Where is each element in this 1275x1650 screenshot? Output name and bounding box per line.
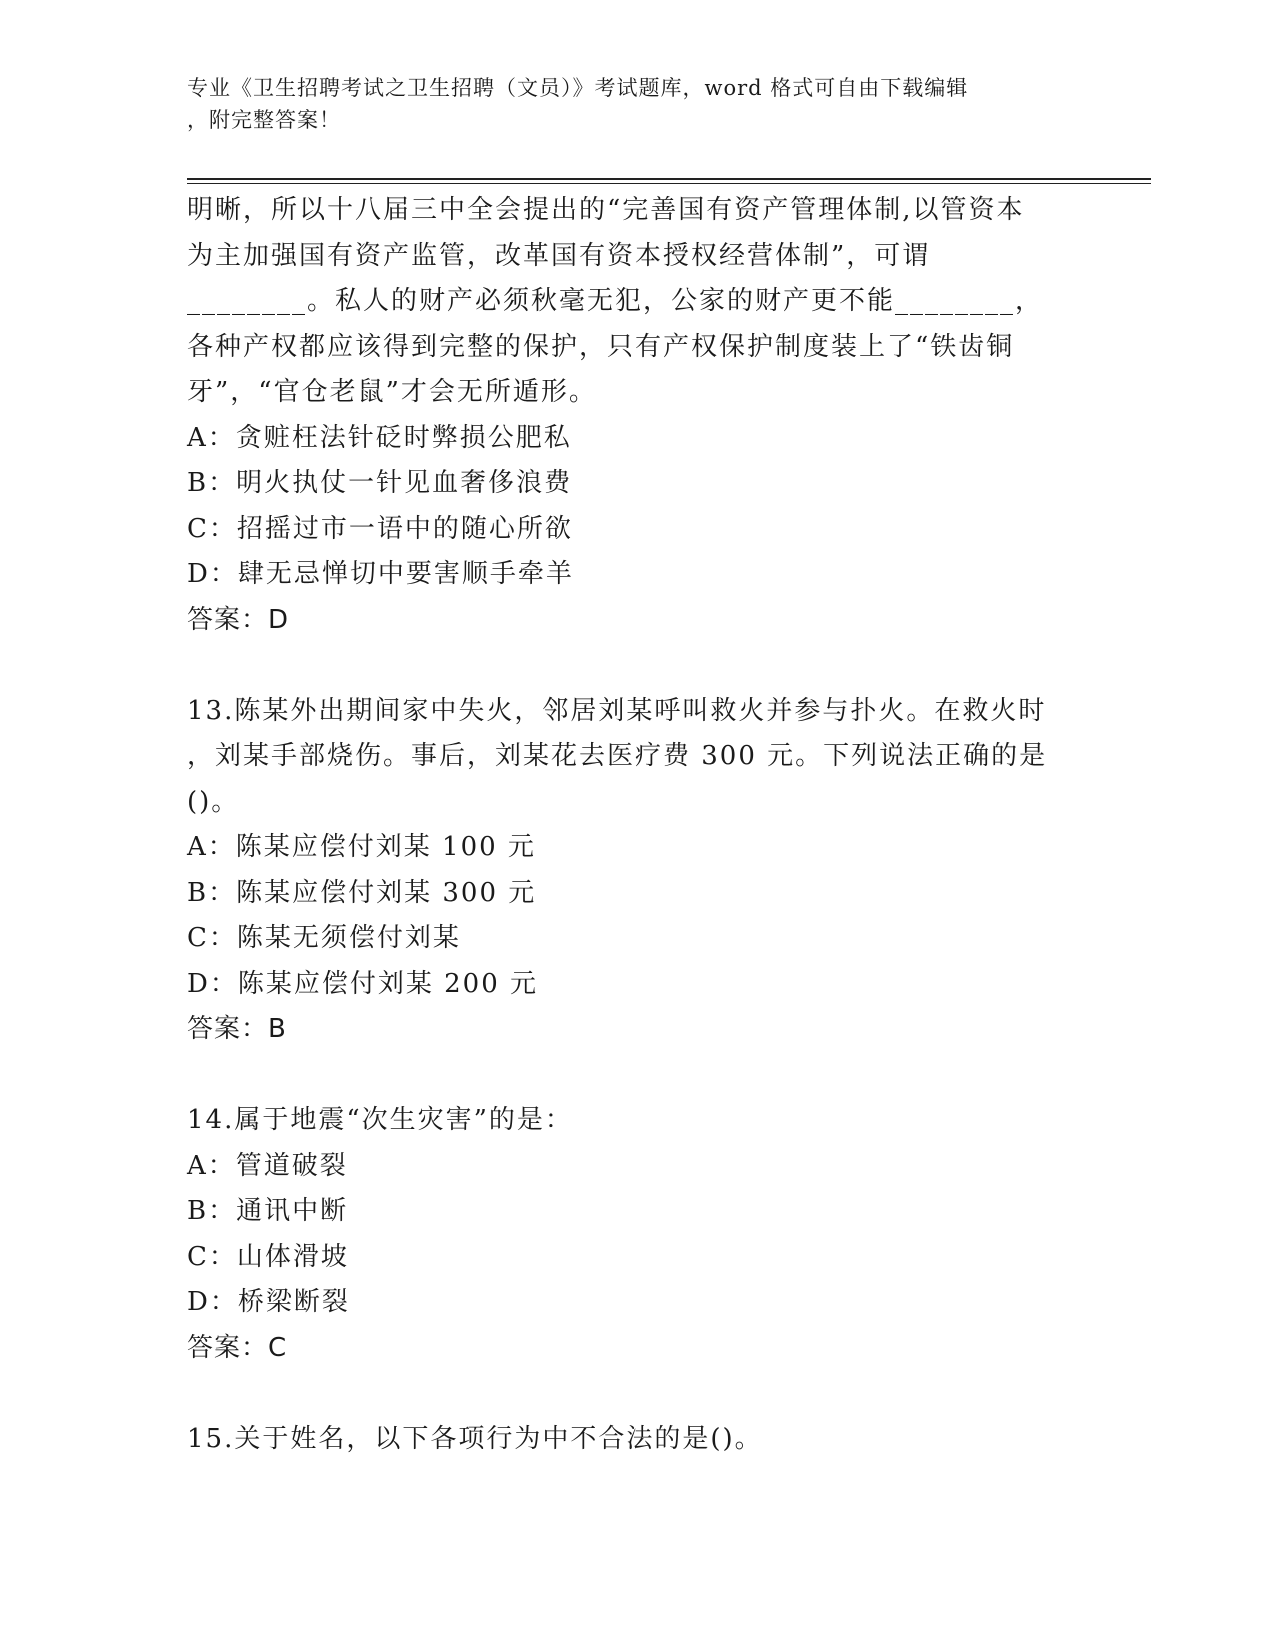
question-text-line: 牙”，“官仓老鼠”才会无所遁形。	[187, 377, 597, 407]
question-text-line: ()。	[187, 786, 240, 817]
question-12	[187, 188, 1087, 643]
header-line-1: 专业《卫生招聘考试之卫生招聘（文员）》考试题库，word 格式可自由下载编辑	[187, 76, 969, 100]
answer: 答案：C	[187, 1332, 288, 1363]
spacer	[187, 643, 1087, 689]
option-a: A：贪赃枉法针砭时弊损公肥私	[187, 422, 572, 453]
question-14	[187, 1098, 1087, 1371]
option-d: D：陈某应偿付刘某 200 元	[187, 968, 539, 999]
question-text-line: 明晰，所以十八届三中全会提出的“完善国有资产管理体制,以管资本	[187, 195, 1025, 225]
option-d: D：肆无忌惮切中要害顺手牵羊	[187, 559, 574, 589]
answer: 答案：B	[187, 1014, 287, 1044]
spacer	[187, 1371, 1087, 1417]
question-text-line: ，刘某手部烧伤。事后，刘某花去医疗费 300 元。下列说法正确的是	[187, 741, 1048, 771]
option-b: B：明火执仗一针见血奢侈浪费	[187, 468, 573, 498]
option-b: B：陈某应偿付刘某 300 元	[187, 877, 537, 908]
question-text-line: 为主加强国有资产监管，改革国有资本授权经营体制”，可谓	[187, 240, 931, 271]
answer: 答案：D	[187, 604, 290, 635]
header-divider-thick	[187, 178, 1151, 180]
document-body	[187, 188, 1087, 1462]
option-a: A：管道破裂	[187, 1150, 348, 1181]
header-divider-thin	[187, 183, 1151, 184]
option-a: A：陈某应偿付刘某 100 元	[187, 832, 536, 862]
document-header	[187, 72, 1067, 136]
question-text-line: 15.关于姓名，以下各项行为中不合法的是()。	[187, 1423, 763, 1454]
question-text-line: ________。私人的财产必须秋毫无犯，公家的财产更不能________，	[187, 286, 1044, 316]
question-15	[187, 1417, 1087, 1463]
option-c: C：陈某无须偿付刘某	[187, 923, 461, 953]
option-c: C：招摇过市一语中的随心所欲	[187, 513, 573, 544]
option-d: D：桥梁断裂	[187, 1287, 350, 1317]
question-text-line: 14.属于地震“次生灾害”的是：	[187, 1105, 573, 1135]
question-13	[187, 689, 1087, 1053]
spacer	[187, 1053, 1087, 1099]
option-b: B：通讯中断	[187, 1196, 349, 1226]
question-text-line: 13.陈某外出期间家中失火，邻居刘某呼叫救火并参与扑火。在救火时	[187, 695, 1047, 726]
question-text-line: 各种产权都应该得到完整的保护，只有产权保护制度装上了“铁齿铜	[187, 331, 1015, 362]
option-c: C：山体滑坡	[187, 1241, 349, 1272]
header-line-2: ，附完整答案！	[187, 108, 341, 132]
